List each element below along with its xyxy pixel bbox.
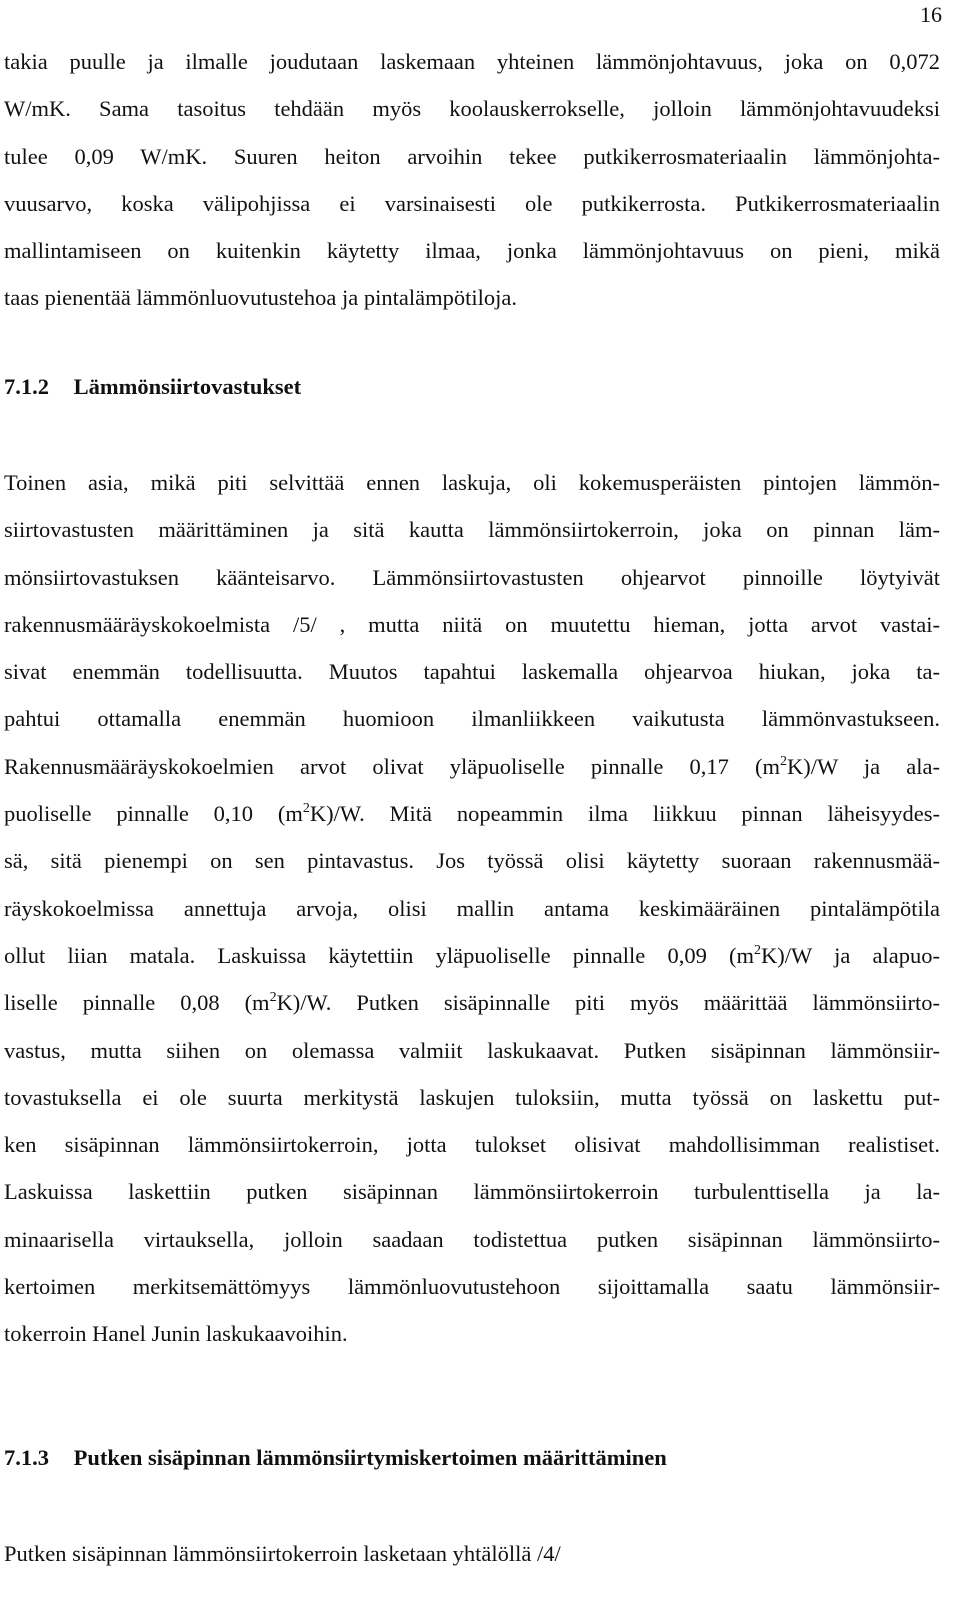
text-line: mönsiirtovastuksen käänteisarvo. Lämmönsiirtovastusten ohjearvot pinnoille löytyivät	[4, 564, 940, 590]
text-line: sä, sitä pienempi on sen pintavastus. Jos työssä olisi käytetty suoraan rakennusmää-	[4, 848, 940, 874]
text-line	[4, 790, 940, 837]
text-line: siirtovastusten määrittäminen ja sitä kautta lämmönsiirtokerroin, joka on pinnan läm-	[4, 517, 940, 543]
text-line: Toinen asia, mikä piti selvittää ennen laskuja, oli kokemusperäisten pintojen lämmön-	[4, 470, 940, 495]
section-title: Putken sisäpinnan lämmönsiirtymiskertoimen määrittäminen	[73, 1445, 667, 1470]
text-line: rakennusmääräyskokoelmista /5/ , mutta niitä on muutettu hieman, jotta arvot vastai-	[4, 611, 940, 637]
text-line	[4, 743, 940, 790]
superscript: 2	[754, 942, 762, 958]
text-segment: puoliselle pinnalle 0,10 (m	[4, 801, 303, 827]
superscript: 2	[779, 753, 787, 769]
text-line: pahtui ottamalla enemmän huomioon ilmanliikkeen vaikutusta lämmönvastukseen.	[4, 706, 940, 732]
paragraph-heat-transfer-resistances	[4, 459, 940, 1358]
section-heading-7-1-2	[4, 372, 301, 402]
text-line: Laskuissa laskettiin putken sisäpinnan lämmönsiirtokerroin turbulenttisella ja la-	[4, 1179, 940, 1205]
text-line: tokerroin Hanel Junin laskukaavoihin.	[4, 1321, 348, 1347]
text-line: tovastuksella ei ole suurta merkitystä laskujen tuloksiin, mutta työssä on laskettu put-	[4, 1084, 940, 1110]
paragraph-equation-intro	[4, 1530, 940, 1577]
text-line: vuusarvo, koska välipohjissa ei varsinaisesti ole putkikerrosta. Putkikerrosmateriaalin	[4, 190, 940, 216]
text-line: W/mK. Sama tasoitus tehdään myös koolauskerrokselle, jolloin lämmönjohtavuudeksi	[4, 96, 940, 122]
superscript: 2	[302, 801, 310, 817]
paragraph-continued	[4, 38, 940, 322]
text-segment: K)/W ja ala-	[786, 753, 940, 779]
section-heading-7-1-3	[4, 1443, 667, 1473]
text-segment: liselle pinnalle 0,08 (m	[4, 990, 270, 1016]
text-line	[4, 979, 940, 1026]
text-segment: K)/W ja alapuo-	[761, 942, 940, 968]
text-segment: ollut liian matala. Laskuissa käytettiin yläpuoliselle pinnalle 0,09 (m	[4, 942, 755, 968]
text-segment: K)/W. Mitä nopeammin ilma liikkuu pinnan läheisyydes-	[309, 801, 940, 827]
text-segment: K)/W. Putken sisäpinnalle piti myös määrittää lämmönsiirto-	[276, 990, 940, 1016]
superscript: 2	[269, 990, 277, 1006]
text-line: vastus, mutta siihen on olemassa valmiit laskukaavat. Putken sisäpinnan lämmönsiir-	[4, 1037, 940, 1063]
section-title: Lämmönsiirtovastukset	[73, 374, 302, 399]
text-line: räyskokoelmissa annettuja arvoja, olisi mallin antama keskimääräinen pintalämpötila	[4, 895, 940, 921]
page-number: 16	[920, 2, 942, 27]
text-line: kertoimen merkitsemättömyys lämmönluovutustehoon sijoittamalla saatu lämmönsiir-	[4, 1274, 940, 1300]
section-number: 7.1.3	[4, 1445, 49, 1470]
section-number: 7.1.2	[4, 374, 49, 399]
text-line: tulee 0,09 W/mK. Suuren heiton arvoihin tekee putkikerrosmateriaalin lämmönjohta-	[4, 143, 940, 169]
text-line: takia puulle ja ilmalle joudutaan laskemaan yhteinen lämmönjohtavuus, joka on 0,072	[4, 49, 940, 74]
text-line: ken sisäpinnan lämmönsiirtokerroin, jotta tulokset olisivat mahdollisimman realistiset.	[4, 1132, 940, 1158]
text-line: taas pienentää lämmönluovutustehoa ja pintalämpötiloja.	[4, 285, 517, 311]
text-line: mallintamiseen on kuitenkin käytetty ilmaa, jonka lämmönjohtavuus on pieni, mikä	[4, 238, 940, 264]
text-line: sivat enemmän todellisuutta. Muutos tapahtui laskemalla ohjearvoa hiukan, joka ta-	[4, 659, 940, 685]
text-line	[4, 932, 940, 979]
text-line: Putken sisäpinnan lämmönsiirtokerroin lasketaan yhtälöllä /4/	[4, 1541, 561, 1566]
text-segment: Rakennusmääräyskokoelmien arvot olivat yläpuoliselle pinnalle 0,17 (m	[4, 753, 780, 779]
text-line: minaarisella virtauksella, jolloin saadaan todistettua putken sisäpinnan lämmönsiirto-	[4, 1226, 940, 1252]
